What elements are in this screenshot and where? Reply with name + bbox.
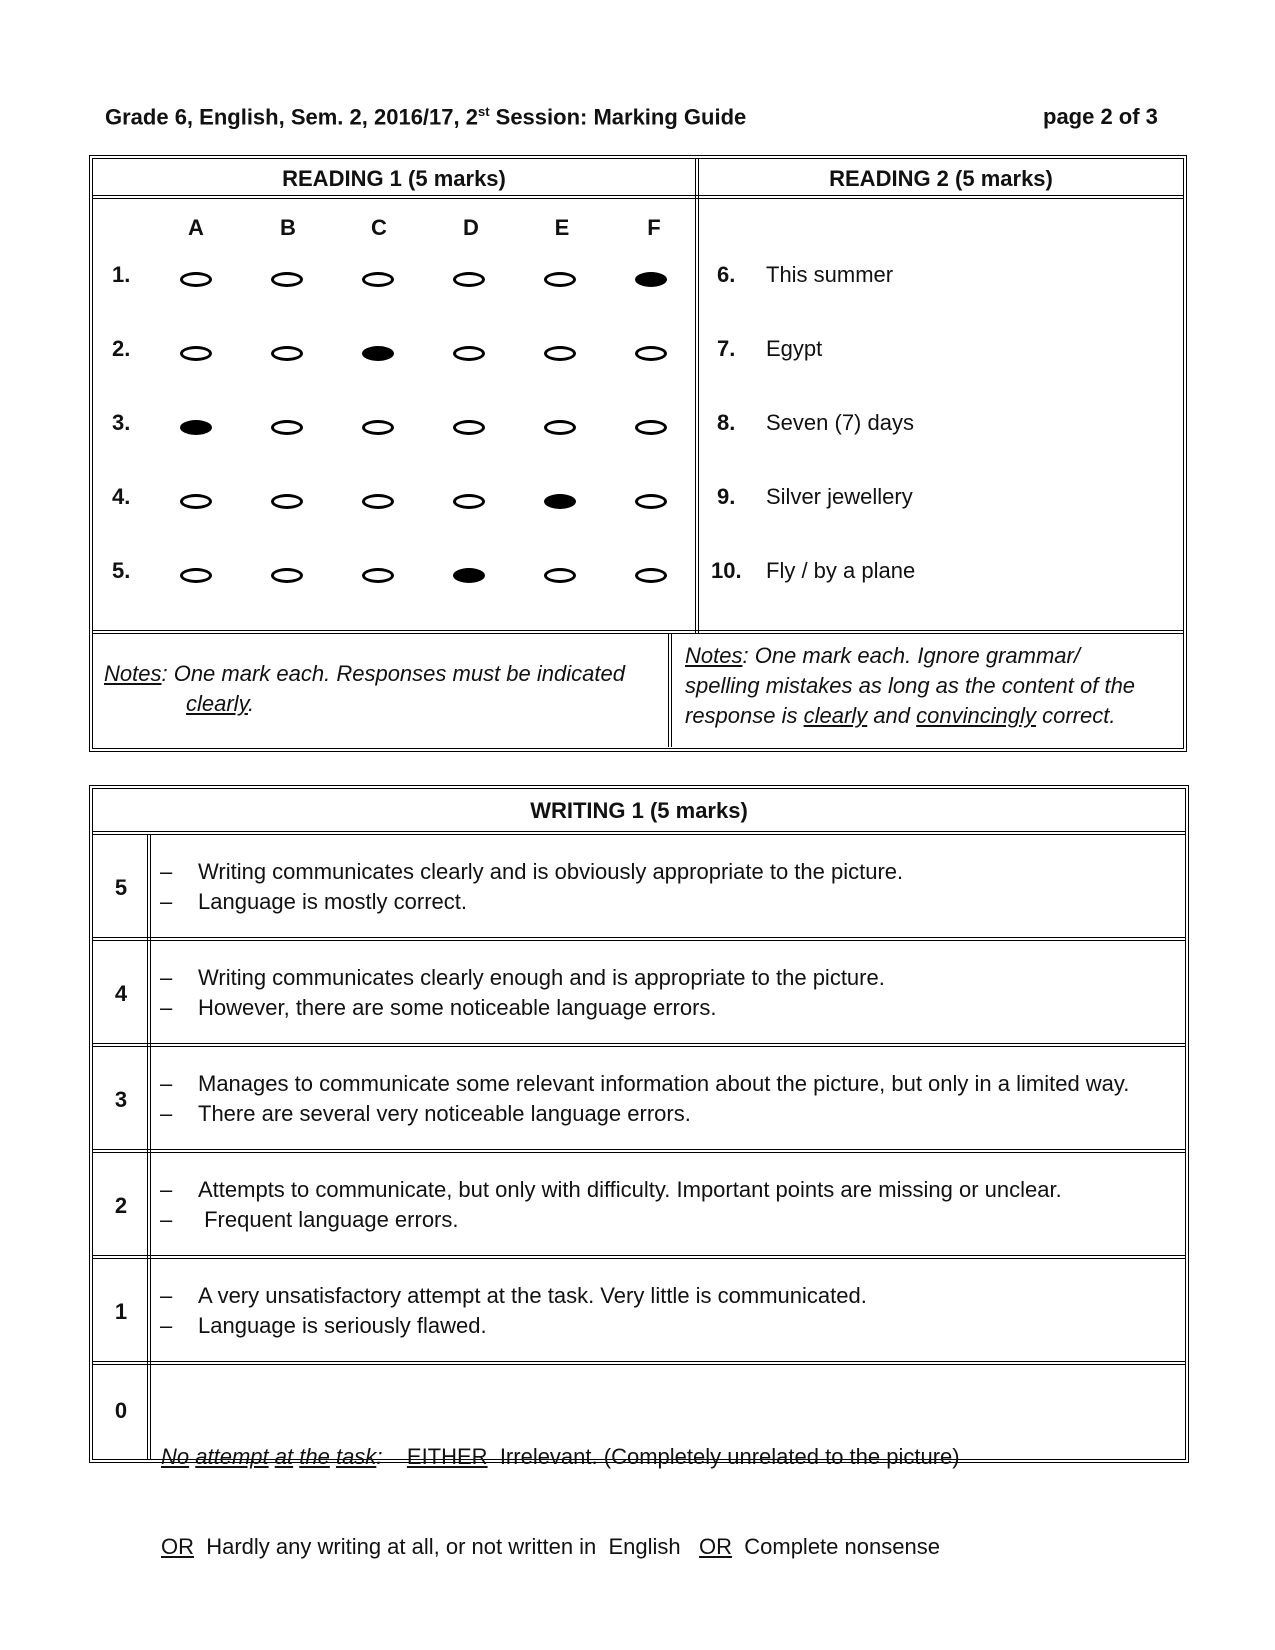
answer-bubble-empty (544, 346, 576, 361)
score-value: 5 (114, 875, 128, 900)
column-letter-c: C (371, 215, 387, 240)
question-number: 9. (717, 484, 736, 509)
column-letter-a: A (188, 215, 204, 240)
answer-bubble-empty (271, 272, 303, 287)
question-number: 3. (112, 410, 131, 435)
writing-header-divider (93, 831, 1185, 835)
criteria-text: – Writing communicates clearly and is obviously appropriate to the picture. – Language is mostly correct. (160, 859, 904, 914)
column-letter-e: E (554, 215, 570, 240)
answer-bubble-empty (180, 272, 212, 287)
row-divider (93, 937, 1185, 941)
answer-bubble-empty (362, 272, 394, 287)
question-number: 7. (717, 336, 736, 361)
answer-bubble-empty (453, 272, 485, 287)
question-number: 5. (112, 558, 131, 583)
answer-text: Silver jewellery (766, 484, 913, 509)
answer-bubble-empty (271, 420, 303, 435)
answer-bubble-empty (362, 568, 394, 583)
answer-bubble-empty (180, 346, 212, 361)
question-number: 6. (717, 262, 736, 287)
question-number: 8. (717, 410, 736, 435)
criteria-text: – A very unsatisfactory attempt at the task. Very little is communicated. – Language is seriously flawed. (160, 1283, 867, 1338)
answer-bubble-empty (635, 420, 667, 435)
answer-bubble-filled (453, 568, 485, 583)
answer-bubble-empty (180, 494, 212, 509)
page-title: Grade 6, English, Sem. 2, 2016/17, 2st Session: Marking Guide (105, 104, 747, 130)
reading-column-divider (695, 159, 699, 633)
question-number: 10. (711, 558, 742, 583)
answer-text: Egypt (766, 336, 823, 361)
score-value: 4 (114, 981, 128, 1006)
answer-bubble-filled (635, 272, 667, 287)
notes-column-divider (668, 633, 672, 747)
row-divider (93, 1149, 1185, 1153)
answer-bubble-filled (180, 420, 212, 435)
page-number: page 2 of 3 (1043, 104, 1158, 129)
reading2-notes: Notes: One mark each. Ignore grammar/ spelling mistakes as long as the content of the response is clearly and convincingly correct. (685, 643, 1136, 728)
answer-bubble-empty (635, 494, 667, 509)
answer-bubble-empty (544, 272, 576, 287)
row-divider (93, 1255, 1185, 1259)
criteria-text: No attempt at the task: EITHER Irrelevant. (Completely unrelated to the picture) OR Hardly any writing at all, or not written in English OR Complete nonsense (161, 1444, 960, 1559)
answer-bubble-empty (635, 568, 667, 583)
criteria-text: – Writing communicates clearly enough and is appropriate to the picture. – However, there are some noticeable language errors. (160, 965, 885, 1020)
question-number: 1. (112, 262, 131, 287)
column-letter-d: D (463, 215, 479, 240)
reading1-notes: Notes: One mark each. Responses must be indicated clearly. (104, 661, 625, 716)
reading2-heading: READING 2 (5 marks) (829, 166, 1053, 191)
answer-text: This summer (766, 262, 894, 287)
answer-bubble-empty (271, 346, 303, 361)
question-number: 2. (112, 336, 131, 361)
score-value: 0 (114, 1398, 128, 1423)
question-number: 4. (112, 484, 131, 509)
answer-bubble-empty (453, 346, 485, 361)
notes-divider (93, 630, 1183, 634)
score-value: 3 (114, 1087, 128, 1112)
writing1-heading: WRITING 1 (5 marks) (530, 798, 748, 823)
column-letter-f: F (647, 215, 661, 240)
answer-text: Fly / by a plane (766, 558, 916, 583)
answer-bubble-empty (180, 568, 212, 583)
column-letter-b: B (280, 215, 296, 240)
answer-bubble-empty (635, 346, 667, 361)
answer-bubble-empty (453, 420, 485, 435)
answer-bubble-empty (271, 568, 303, 583)
score-value: 1 (114, 1299, 128, 1324)
answer-bubble-empty (544, 420, 576, 435)
answer-bubble-empty (544, 568, 576, 583)
answer-bubble-empty (362, 420, 394, 435)
answer-bubble-empty (271, 494, 303, 509)
answer-bubble-empty (453, 494, 485, 509)
row-divider (93, 1361, 1185, 1365)
row-divider (93, 1043, 1185, 1047)
score-column-divider (147, 835, 151, 1459)
reading-header-divider (93, 195, 1183, 199)
answer-bubble-filled (544, 494, 576, 509)
answer-bubble-empty (362, 494, 394, 509)
criteria-text: – Attempts to communicate, but only with difficulty. Important points are missing or unclear. – Frequent language errors. (160, 1177, 1062, 1232)
answer-bubble-filled (362, 346, 394, 361)
answer-text: Seven (7) days (766, 410, 914, 435)
score-value: 2 (114, 1193, 128, 1218)
criteria-text: – Manages to communicate some relevant information about the picture, but only in a limited way. – There are several very noticeable language errors. (160, 1071, 1130, 1126)
reading1-heading: READING 1 (5 marks) (282, 166, 506, 191)
